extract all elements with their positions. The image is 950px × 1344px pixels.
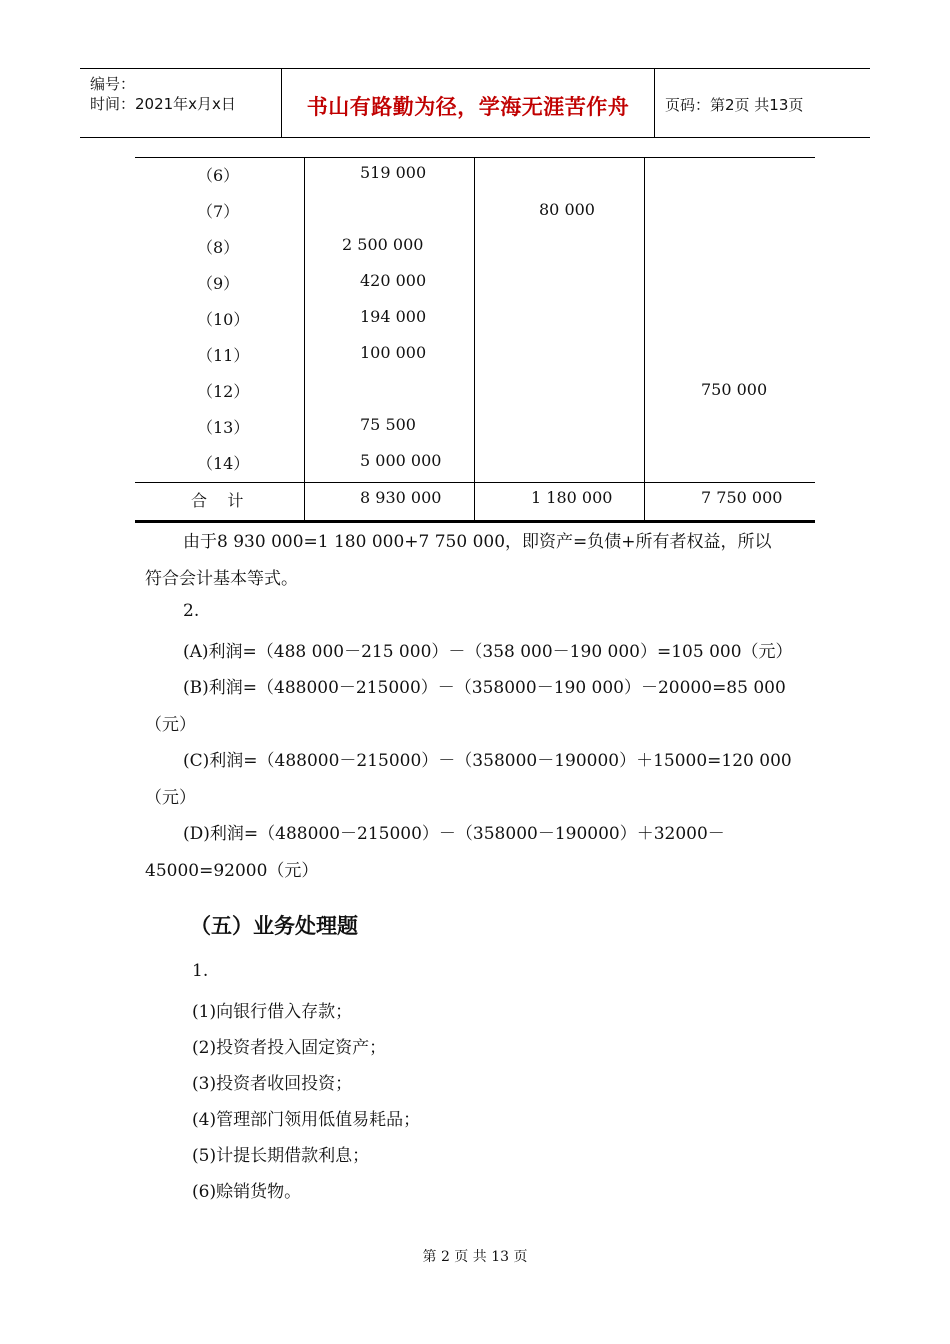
- list-item: (1)向银行借入存款；: [192, 1002, 353, 1022]
- header-meta-cell: [80, 69, 282, 137]
- page-footer: 第 2 页 共 13 页: [422, 1249, 528, 1265]
- row-number: （14）: [197, 454, 250, 473]
- page-info: 页码：第2页 共13页: [665, 96, 804, 114]
- ledger-table: [135, 157, 815, 523]
- row-number: （7）: [197, 202, 240, 221]
- row-number: （10）: [197, 310, 250, 329]
- section-title: （五）业务处理题: [190, 914, 358, 938]
- row-number: （11）: [197, 346, 250, 365]
- table-bottom-border: [135, 520, 815, 523]
- table-divider: [474, 157, 475, 523]
- asset-value: 2 500 000: [342, 235, 424, 254]
- table-divider: [304, 157, 305, 523]
- asset-value: 194 000: [360, 307, 427, 326]
- profit-c-line1: (C)利润=（488000－215000）－（358000－190000）＋15000=120 000: [183, 751, 792, 771]
- equation-text-line2: 符合会计基本等式。: [145, 569, 298, 589]
- list-item: (4)管理部门领用低值易耗品；: [192, 1110, 421, 1130]
- asset-value: 5 000 000: [360, 451, 442, 470]
- row-number: （6）: [197, 166, 240, 185]
- header-page-cell: [655, 69, 870, 137]
- list-item: (2)投资者投入固定资产；: [192, 1038, 387, 1058]
- liability-value: 80 000: [539, 200, 595, 219]
- profit-b-line2: （元）: [145, 715, 196, 735]
- motto-text: 书山有路勤为径，学海无涯苦作舟: [306, 95, 630, 119]
- row-number: （9）: [197, 274, 240, 293]
- asset-value: 100 000: [360, 343, 427, 362]
- row-number: （8）: [197, 238, 240, 257]
- table-top-border: [135, 157, 815, 158]
- list-item: (6)赊销货物。: [192, 1182, 302, 1202]
- asset-value: 420 000: [360, 271, 427, 290]
- header-motto-cell: [282, 69, 655, 137]
- profit-c-line2: （元）: [145, 788, 196, 808]
- list-item: (3)投资者收回投资；: [192, 1074, 353, 1094]
- total-equity: 7 750 000: [701, 488, 783, 507]
- row-number: （12）: [197, 382, 250, 401]
- asset-value: 519 000: [360, 163, 427, 182]
- row-number: （13）: [197, 418, 250, 437]
- table-divider: [644, 157, 645, 523]
- profit-b-line1: (B)利润=（488000－215000）－（358000－190 000）－20000=85 000: [183, 678, 786, 698]
- total-assets: 8 930 000: [360, 488, 442, 507]
- page-header: [80, 68, 870, 138]
- question-1-label: 1.: [192, 961, 209, 981]
- date-label: 时间：2021年x月x日: [90, 95, 236, 113]
- equity-value: 750 000: [701, 380, 768, 399]
- total-separator: [135, 482, 815, 483]
- code-label: 编号：: [90, 75, 136, 93]
- list-item: (5)计提长期借款利息；: [192, 1146, 370, 1166]
- total-liabilities: 1 180 000: [531, 488, 613, 507]
- profit-d-line2: 45000=92000（元）: [145, 861, 319, 881]
- profit-a: (A)利润=（488 000－215 000）－（358 000－190 000）=105 000（元）: [183, 642, 793, 662]
- total-label: 合 计: [191, 491, 244, 510]
- asset-value: 75 500: [360, 415, 416, 434]
- question-2-label: 2.: [183, 601, 200, 621]
- equation-text-line1: 由于8 930 000=1 180 000+7 750 000，即资产=负债+所有者权益，所以: [183, 532, 772, 552]
- profit-d-line1: (D)利润=（488000－215000）－（358000－190000）＋32000－: [183, 824, 725, 844]
